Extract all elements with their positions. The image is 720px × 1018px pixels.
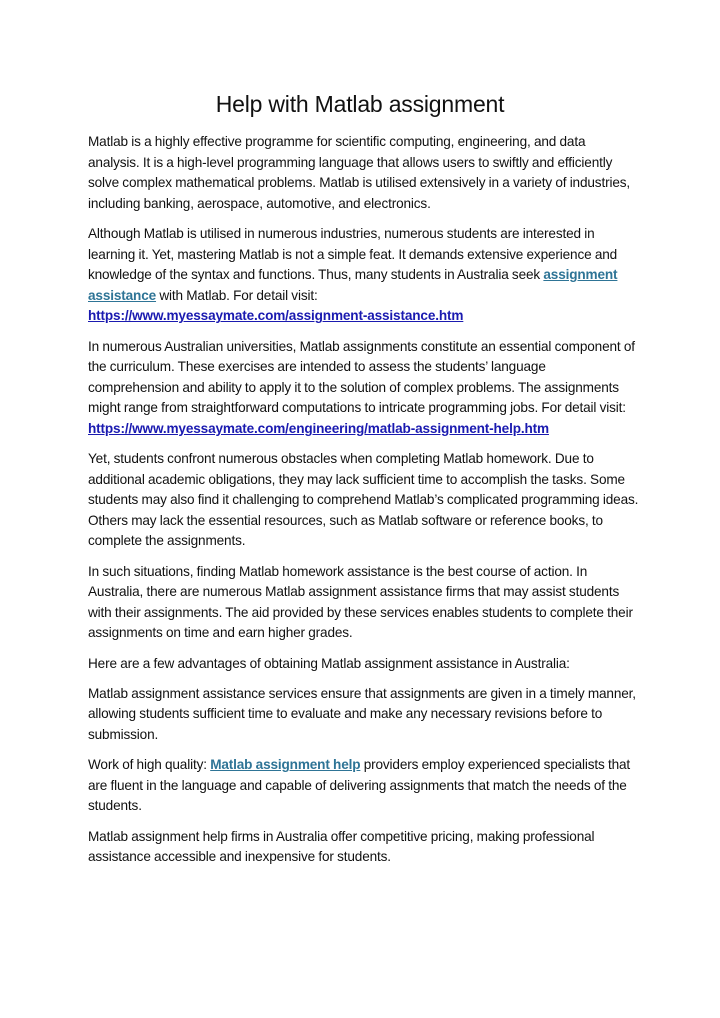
paragraph-text: In such situations, finding Matlab homework assistance is the best course of action. In Australia, there are numerous Matlab assignment assistance firms that may assist students with their assignments. The aid provided by these services enables students to complete their assignments on time and earn higher grades. bbox=[88, 563, 633, 641]
paragraph-text: Work of high quality: bbox=[88, 757, 211, 773]
assignment-assistance-link[interactable]: assignment assistance bbox=[88, 267, 618, 303]
paragraph-text: Matlab is a highly effective programme for scientific computing, engineering, and data analysis. It is a high-level programming language that allows users to swiftly and efficiently solve complex mathematical problems. Matlab is utilised extensively in a variety of industries, including banking, aerospace, automotive, and electronics. bbox=[88, 134, 630, 211]
document-title: Help with Matlab assignment bbox=[215, 91, 505, 117]
paragraph-text: In numerous Australian universities, Matlab assignments constitute an essential component of the curriculum. These exercises are intended to assess the students’ language comprehension and ability to apply it to the solution of complex problems. The assignments might range from straightforward computations to intricate programming jobs. For detail visit: bbox=[88, 338, 635, 416]
paragraph-text: Matlab assignment help firms in Australia offer competitive pricing, making professional assistance accessible and inexpensive for students. bbox=[88, 828, 595, 865]
paragraph-high-quality bbox=[88, 755, 640, 817]
paragraph-text: Although Matlab is utilised in numerous industries, numerous students are interested in learning it. Yet, mastering Matlab is not a simple feat. It demands extensive experience and knowledge of the syntax and functions. Thus, many students in Australia seek bbox=[88, 225, 618, 283]
matlab-assignment-help-link[interactable]: Matlab assignment help bbox=[210, 757, 361, 773]
document-page bbox=[88, 88, 640, 877]
paragraph-universities bbox=[88, 337, 640, 440]
paragraph-pricing bbox=[88, 827, 640, 868]
paragraph-text: Yet, students confront numerous obstacles when completing Matlab homework. Due to additional academic obligations, they may lack sufficient time to accomplish the tasks. Some students may also find it challenging to comprehend Matlab’s complicated programming ideas. Others may lack the essential resources, such as Matlab software or reference books, to complete the assignments. bbox=[88, 451, 639, 549]
assignment-assistance-url-link[interactable]: https://www.myessaymate.com/assignment-assistance.htm bbox=[88, 308, 464, 324]
paragraph-solution bbox=[88, 562, 640, 644]
matlab-assignment-help-url-link[interactable]: https://www.myessaymate.com/engineering/matlab-assignment-help.htm bbox=[88, 420, 549, 436]
paragraph-text: Here are a few advantages of obtaining Matlab assignment assistance in Australia: bbox=[88, 655, 570, 671]
paragraph-advantages-intro bbox=[88, 654, 640, 675]
paragraph-intro bbox=[88, 132, 640, 214]
paragraph-students-learning bbox=[88, 224, 640, 327]
paragraph-text: providers employ experienced specialists that are fluent in the language and capable of delivering assignments that match the needs of the students. bbox=[88, 757, 631, 814]
paragraph-obstacles bbox=[88, 449, 640, 552]
paragraph-text: with Matlab. For detail visit: bbox=[156, 287, 318, 303]
paragraph-timely-delivery bbox=[88, 684, 640, 746]
paragraph-text: Matlab assignment assistance services ensure that assignments are given in a timely manner, allowing students sufficient time to evaluate and make any necessary revisions before to submission. bbox=[88, 685, 636, 742]
